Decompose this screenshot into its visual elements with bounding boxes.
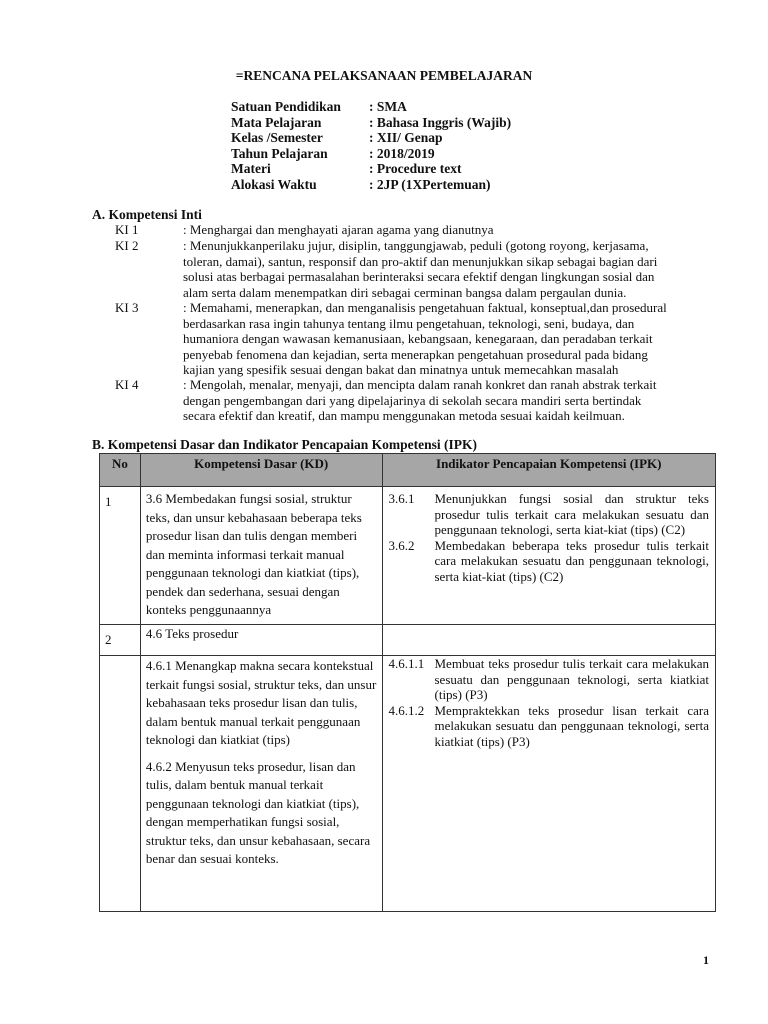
identity-value: : 2018/2019 (369, 145, 435, 161)
ki-label: KI 3 (115, 300, 139, 315)
identity-value: : Bahasa Inggris (Wajib) (369, 114, 512, 130)
ki-text: : Menghargai dan menghayati ajaran agama yang dianutnya (183, 222, 494, 237)
table-row (100, 656, 716, 912)
kd-text: 4.6.1 Menangkap makna secara kontekstual terkait fungsi sosial, struktur teks, dan unsur kebahasaan teks prosedur lisan dan tulis, dalam bentuk manual terkait penggunaan teknologi dan kiatkiat (tips) (145, 658, 377, 747)
header-kd: Kompetensi Dasar (KD) (140, 454, 382, 487)
identity-value: : Procedure text (369, 161, 462, 176)
ipk-item (389, 538, 710, 585)
identity-table (231, 99, 511, 192)
identity-value: : XII/ Genap (369, 130, 443, 145)
ki-label: KI 1 (115, 222, 139, 237)
ipk-text: Membedakan beberapa teks prosedur tulis terkait cara melakukan sesuatu dan penggunaan teknologi, serta kiat-kiat (tips) (C2) (434, 537, 709, 584)
ki-text: : Mengolah, menalar, menyaji, dan mencipta dalam ranah konkret dan ranah abstrak terkait dengan pengembangan dari yang dipelajarinya di sekolah secara mandiri serta bertindak secara efektif dan kreatif, dan mampu menggunakan metoda sesuai kaidah keilmuan. (183, 377, 657, 424)
identity-value: : SMA (369, 99, 407, 114)
section-a-heading: A. Kompetensi Inti (92, 207, 202, 222)
identity-key: Tahun Pelajaran (231, 145, 328, 161)
document-title: =RENCANA PELAKSANAAN PEMBELAJARAN (235, 68, 533, 83)
table-row (100, 487, 716, 625)
row-number: 1 (105, 494, 112, 509)
identity-row (231, 177, 511, 193)
identity-key: Alokasi Waktu (231, 176, 317, 192)
ipk-item (389, 703, 710, 750)
section-b-heading: B. Kompetensi Dasar dan Indikator Pencapaian Kompetensi (IPK) (92, 437, 478, 452)
identity-row (231, 99, 511, 115)
row-number: 2 (105, 632, 112, 647)
ipk-number: 4.6.1.2 (388, 702, 425, 718)
ipk-number: 4.6.1.1 (388, 656, 425, 671)
ki-text: : Menunjukkanperilaku jujur, disiplin, tanggungjawab, peduli (gotong royong, kerjasama, toleran, damai), santun, responsif dan pro-aktif dan menunjukkan sikap sebagai bagian dari solusi atas berbagai permasalahan berinteraksi secara efektif dengan lingkungan sosial dan alam serta dalam menempatkan diri sebagai cerminan bangsa dalam pergaulan dunia. (183, 238, 658, 300)
header-no: No (100, 454, 141, 487)
ipk-text: Membuat teks prosedur tulis terkait cara melakukan sesuatu dan penggunaan teknologi, serta kiatkiat (tips) (P3) (434, 656, 709, 703)
page-number: 1 (703, 953, 709, 967)
ipk-text: Mempraktekkan teks prosedur lisan terkait cara melakukan sesuatu dan penggunaan teknologi, serta kiatkiat (tips) (P3) (434, 702, 709, 749)
ki-label: KI 4 (115, 377, 139, 392)
kd-text: 4.6 Teks prosedur (145, 626, 239, 641)
header-ipk: Indikator Pencapaian Kompetensi (IPK) (382, 454, 716, 487)
ipk-number: 3.6.2 (388, 537, 415, 553)
identity-row (231, 146, 511, 162)
identity-row (231, 130, 511, 146)
identity-row (231, 115, 511, 131)
ki-label: KI 2 (115, 238, 139, 253)
kd-text: 4.6.2 Menyusun teks prosedur, lisan dan tulis, dalam bentuk manual terkait penggunaan teknologi dan kiatkiat (tips), dengan memperhatikan fungsi sosial, struktur teks, dan unsur kebahasaan, secara benar dan sesuai konteks. (145, 758, 371, 866)
identity-key: Mata Pelajaran (231, 114, 322, 130)
ki-text: : Memahami, menerapkan, dan menganalisis pengetahuan faktual, konseptual,dan prosedural berdasarkan rasa ingin tahunya tentang ilmu pengetahuan, teknologi, seni, budaya, dan humaniora dengan wawasan kemanusiaan, kebangsaan, kenegaraan, dan peradaban terkait penyebab fenomena dan kejadian, serta menerapkan pengetahuan prosedural pada bidang kajian yang spesifik sesuai dengan bakat dan minatnya untuk memecahkan masalah (183, 300, 667, 378)
identity-key: Materi (231, 161, 271, 176)
ipk-text: Menunjukkan fungsi sosial dan struktur teks prosedur tulis terkait cara melakukan sesuatu dan penggunaan teknologi, serta kiat-kiat (tips) (C2) (434, 491, 709, 538)
ipk-item (389, 491, 710, 538)
identity-key: Kelas /Semester (231, 130, 323, 145)
identity-key: Satuan Pendidikan (231, 99, 341, 114)
ipk-number: 3.6.1 (388, 491, 415, 506)
kd-ipk-table (99, 453, 716, 912)
identity-value: : 2JP (1XPertemuan) (369, 176, 491, 192)
identity-row (231, 161, 511, 177)
table-header-row (100, 454, 716, 487)
table-row (100, 625, 716, 656)
kd-text: 3.6 Membedakan fungsi sosial, struktur teks, dan unsur kebahasaan beberapa teks prosedur lisan dan tulis dengan memberi dan meminta informasi terkait manual penggunaan teknologi dan kiatkiat (tips), pendek dan sederhana, sesuai dengan konteks penggunaannya (145, 491, 362, 617)
ipk-item (389, 656, 710, 703)
